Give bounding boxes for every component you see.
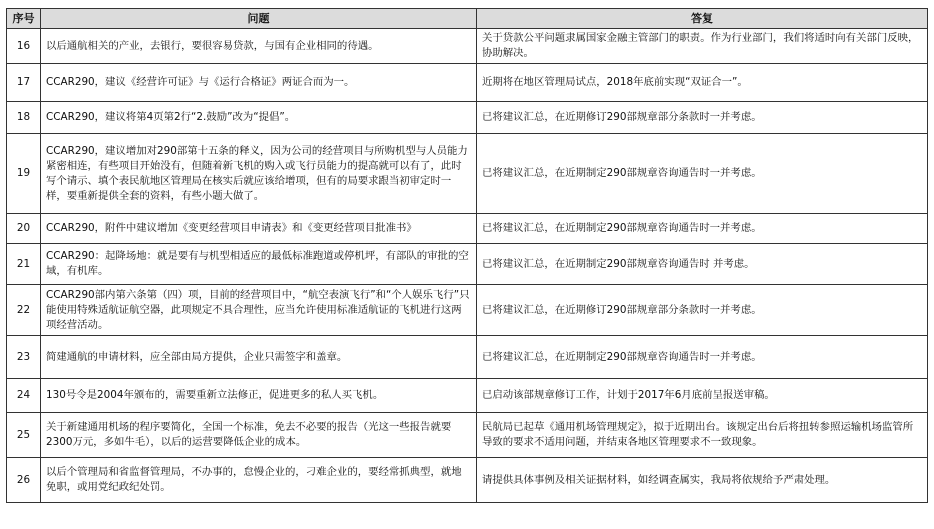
row-question: 以后个管理局和省监督管理局，不办事的，怠慢企业的，刁难企业的，要经常抓典型，就地免职，或用党纪政纪处罚。: [41, 458, 477, 503]
row-answer: 近期将在地区管理局试点，2018年底前实现“双证合一”。: [477, 64, 928, 102]
row-question: CCAR290：起降场地：就是要有与机型相适应的最低标准跑道或停机坪，有部队的审批的空域，有机库。: [41, 244, 477, 285]
row-answer: 已将建议汇总，在近期制定290部规章咨询通告时一并考虑。: [477, 336, 928, 379]
row-question: 130号令是2004年颁布的，需要重新立法修正，促进更多的私人买飞机。: [41, 379, 477, 413]
row-num: 21: [7, 244, 41, 285]
table-row: [7, 64, 928, 102]
row-num: 24: [7, 379, 41, 413]
row-answer: 已将建议汇总，在近期修订290部规章部分条款时一并考虑。: [477, 102, 928, 134]
row-answer: 已将建议汇总，在近期制定290部规章咨询通告时 并考虑。: [477, 244, 928, 285]
row-answer: 民航局已起草《通用机场管理规定》，拟于近期出台。该规定出台后将扭转参照运输机场监管所导致的要求不适用问题，并结束各地区管理要求不一致现象。: [477, 413, 928, 458]
row-num: 18: [7, 102, 41, 134]
row-num: 20: [7, 214, 41, 244]
row-question: 以后通航相关的产业，去银行，要很容易贷款，与国有企业相同的待遇。: [41, 29, 477, 64]
table-row: [7, 285, 928, 336]
table-row: [7, 102, 928, 134]
row-num: 16: [7, 29, 41, 64]
row-question: CCAR290，建议《经营许可证》与《运行合格证》两证合而为一。: [41, 64, 477, 102]
table-row: [7, 244, 928, 285]
row-question: CCAR290，建议将第4页第2行“2.鼓励”改为“提倡”。: [41, 102, 477, 134]
row-num: 19: [7, 134, 41, 214]
qa-table: [6, 8, 928, 503]
header-row: [7, 9, 928, 29]
row-num: 26: [7, 458, 41, 503]
row-num: 22: [7, 285, 41, 336]
row-num: 17: [7, 64, 41, 102]
row-answer: 已启动该部规章修订工作，计划于2017年6月底前呈报送审稿。: [477, 379, 928, 413]
table-row: [7, 413, 928, 458]
row-num: 23: [7, 336, 41, 379]
table-row: [7, 379, 928, 413]
row-num: 25: [7, 413, 41, 458]
row-question: 关于新建通用机场的程序要简化，全国一个标准，免去不必要的报告（光这一些报告就要2300万元，多如牛毛），以后的运营要降低企业的成本。: [41, 413, 477, 458]
header-num: 序号: [7, 9, 41, 29]
table-row: [7, 134, 928, 214]
header-answer: 答复: [477, 9, 928, 29]
row-question: CCAR290，附件中建议增加《变更经营项目申请表》和《变更经营项目批准书》: [41, 214, 477, 244]
row-question: 简建通航的申请材料，应全部由局方提供，企业只需签字和盖章。: [41, 336, 477, 379]
row-answer: 已将建议汇总，在近期制定290部规章咨询通告时一并考虑。: [477, 134, 928, 214]
table-row: [7, 336, 928, 379]
row-answer: 关于贷款公平问题隶属国家金融主管部门的职责。作为行业部门，我们将适时向有关部门反映，协助解决。: [477, 29, 928, 64]
table-row: [7, 29, 928, 64]
table-row: [7, 458, 928, 503]
row-question: CCAR290部内第六条第（四）项，目前的经营项目中，“航空表演飞行”和“个人娱乐飞行”只能使用特殊适航证航空器，此项规定不具合理性，应当允许使用标准适航证的飞机进行这两项经营活动。: [41, 285, 477, 336]
header-question: 问题: [41, 9, 477, 29]
row-answer: 已将建议汇总，在近期修订290部规章部分条款时一并考虑。: [477, 285, 928, 336]
row-answer: 请提供具体事例及相关证据材料，如经调查属实，我局将依规给予严肃处理。: [477, 458, 928, 503]
row-question: CCAR290，建议增加对290部第十五条的释义，因为公司的经营项目与所购机型与人员能力紧密相连，有些项目开始没有，但随着新飞机的购入或飞行员能力的提高就可以有了，此时写个请示、填个表民航地区管理局在核实后就应该给增项，但有的局要求跟当初审定时一样，要重新提供全套的资料，有些小题大做了。: [41, 134, 477, 214]
table-row: [7, 214, 928, 244]
row-answer: 已将建议汇总，在近期制定290部规章咨询通告时一并考虑。: [477, 214, 928, 244]
